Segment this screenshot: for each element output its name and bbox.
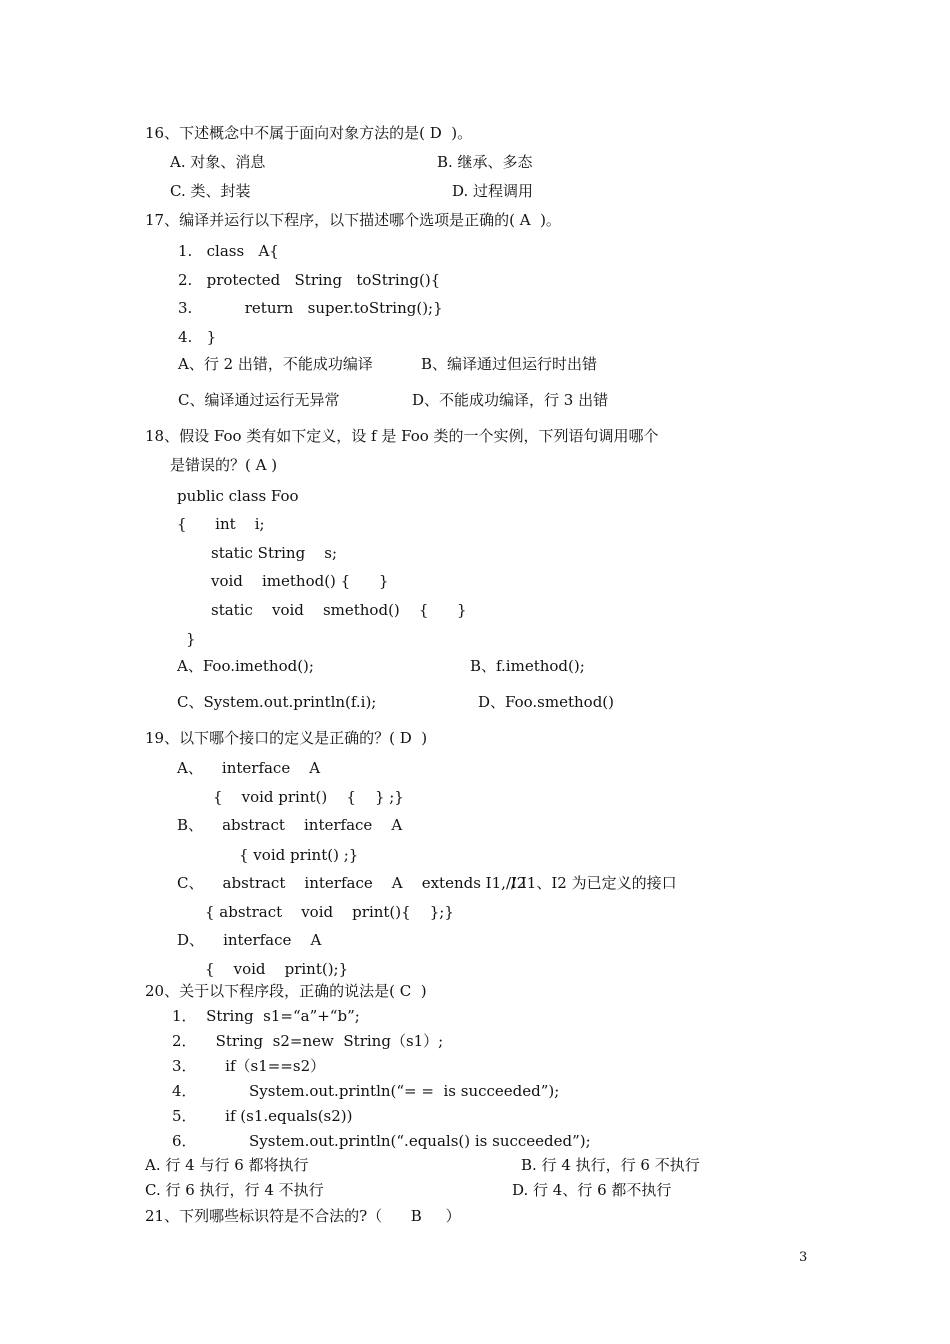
q17-code-line-4: 4. }	[178, 328, 217, 346]
q20-code-line-3: 3． if（s1==s2）	[172, 1057, 326, 1075]
q18-stem-line-1: 18、假设 Foo 类有如下定义，设 f 是 Foo 类的一个实例，下列语句调用哪个	[145, 427, 659, 445]
q18-code-line-5: static void smethod() { }	[211, 601, 467, 619]
q18-option-c: C、System.out.println(f.i);	[177, 693, 377, 711]
q16-option-c: C. 类、封装	[170, 182, 251, 200]
q20-code-line-4: 4． System.out.println(“= = is succeeded”);	[172, 1082, 560, 1100]
q17-option-c: C、编译通过运行无异常	[178, 391, 340, 409]
q18-code-line-6: }	[186, 630, 196, 648]
q21-stem: 21、下列哪些标识符是不合法的?（ B ）	[145, 1207, 461, 1225]
q20-option-a: A. 行 4 与行 6 都将执行	[145, 1156, 309, 1174]
q16-stem: 16、下述概念中不属于面向对象方法的是( D )。	[145, 124, 473, 142]
q18-code-line-3: static String s;	[211, 544, 338, 562]
q18-code-line-2: { int i;	[177, 515, 265, 533]
q17-stem: 17、编译并运行以下程序，以下描述哪个选项是正确的( A )。	[145, 211, 561, 229]
q19-option-a-body: { void print() { } ;}	[213, 788, 404, 806]
q19-stem: 19、以下哪个接口的定义是正确的？( D )	[145, 729, 428, 747]
q20-option-c: C. 行 6 执行，行 4 不执行	[145, 1181, 324, 1199]
q20-option-d: D. 行 4、行 6 都不执行	[512, 1181, 672, 1199]
q18-option-d: D、Foo.smethod()	[478, 693, 615, 711]
page-number: 3	[799, 1250, 808, 1265]
q16-option-b: B. 继承、多态	[437, 153, 533, 171]
q18-option-b: B、f.imethod();	[470, 657, 585, 675]
q20-code-line-1: 1． String s1=“a”+“b”;	[172, 1007, 360, 1025]
q19-option-c-body: { abstract void print(){ };}	[205, 903, 454, 921]
q19-option-a: A、 interface A	[177, 759, 321, 777]
q19-option-d-body: { void print();}	[205, 960, 349, 978]
q18-code-line-4: void imethod() { }	[211, 572, 389, 590]
q17-code-line-2: 2. protected String toString(){	[178, 271, 441, 289]
q18-code-line-1: public class Foo	[177, 487, 299, 505]
q19-option-d: D、 interface A	[177, 931, 322, 949]
q19-option-c-comment: // I1、I2 为已定义的接口	[506, 874, 677, 892]
q17-option-d: D、不能成功编译，行 3 出错	[412, 391, 609, 409]
q17-option-b: B、编译通过但运行时出错	[421, 355, 598, 373]
q16-option-d: D. 过程调用	[452, 182, 534, 200]
q20-code-line-6: 6． System.out.println(“.equals() is succeeded”);	[172, 1132, 591, 1150]
q19-option-b: B、 abstract interface A	[177, 816, 403, 834]
q20-code-line-2: 2． String s2=new String（s1）;	[172, 1032, 444, 1050]
q17-option-a: A、行 2 出错，不能成功编译	[178, 355, 373, 373]
q17-code-line-3: 3. return super.toString();}	[178, 299, 443, 317]
q19-option-c: C、 abstract interface A extends I1, I2	[177, 874, 527, 892]
q18-stem-line-2: 是错误的？( A )	[170, 456, 278, 474]
q20-stem: 20、关于以下程序段，正确的说法是( C )	[145, 982, 427, 1000]
q20-option-b: B. 行 4 执行，行 6 不执行	[521, 1156, 700, 1174]
q20-code-line-5: 5． if (s1.equals(s2))	[172, 1107, 353, 1125]
q16-option-a: A. 对象、消息	[170, 153, 266, 171]
q17-code-line-1: 1. class A{	[178, 242, 279, 260]
q18-option-a: A、Foo.imethod();	[177, 657, 314, 675]
q19-option-b-body: { void print() ;}	[239, 846, 359, 864]
